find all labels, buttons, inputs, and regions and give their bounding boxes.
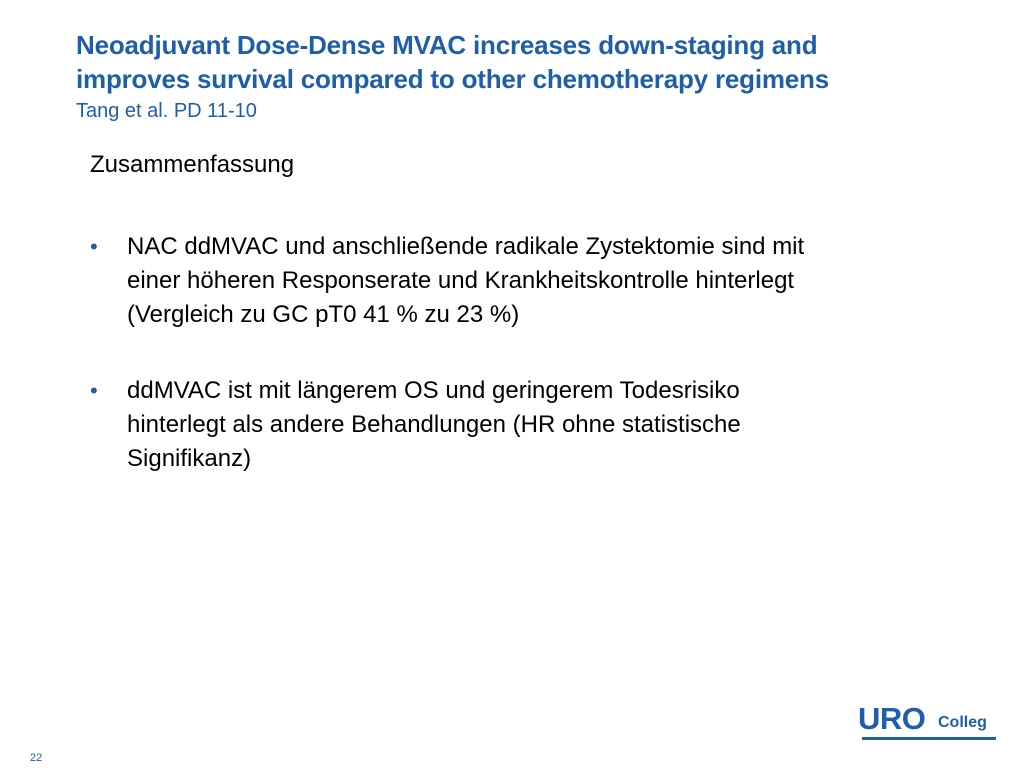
bullet-item-2 xyxy=(90,374,950,476)
slide-title-line-1: Neoadjuvant Dose-Dense MVAC increases down-staging and xyxy=(76,30,818,60)
bullet-2-line-1: ddMVAC ist mit längerem OS und geringerem Todesrisiko xyxy=(127,377,740,404)
bullet-1-line-3: (Vergleich zu GC pT0 41 % zu 23 %) xyxy=(127,301,520,328)
slide-title-line-2: improves survival compared to other chemotherapy regimens xyxy=(76,64,829,94)
logo-underline xyxy=(862,737,996,740)
slide-title xyxy=(76,28,976,96)
logo-colleg-text: Colleg xyxy=(938,714,987,731)
bullet-icon: • xyxy=(90,378,98,403)
page-number: 22 xyxy=(30,752,43,764)
bullet-list xyxy=(90,230,950,518)
bullet-1-line-2: einer höheren Responserate und Krankheitskontrolle hinterlegt xyxy=(127,267,795,294)
bullet-icon: • xyxy=(90,234,98,259)
bullet-item-1 xyxy=(90,230,950,332)
uro-colleg-logo xyxy=(858,703,998,743)
bullet-2-line-2: hinterlegt als andere Behandlungen (HR ohne statistische xyxy=(127,411,741,438)
bullet-2-line-3: Signifikanz) xyxy=(127,445,252,472)
bullet-1-line-1: NAC ddMVAC und anschließende radikale Zystektomie sind mit xyxy=(127,233,805,260)
logo-uro-text: URO xyxy=(858,701,926,736)
section-heading: Zusammenfassung xyxy=(90,151,295,178)
slide-subtitle: Tang et al. PD 11-10 xyxy=(76,100,257,122)
